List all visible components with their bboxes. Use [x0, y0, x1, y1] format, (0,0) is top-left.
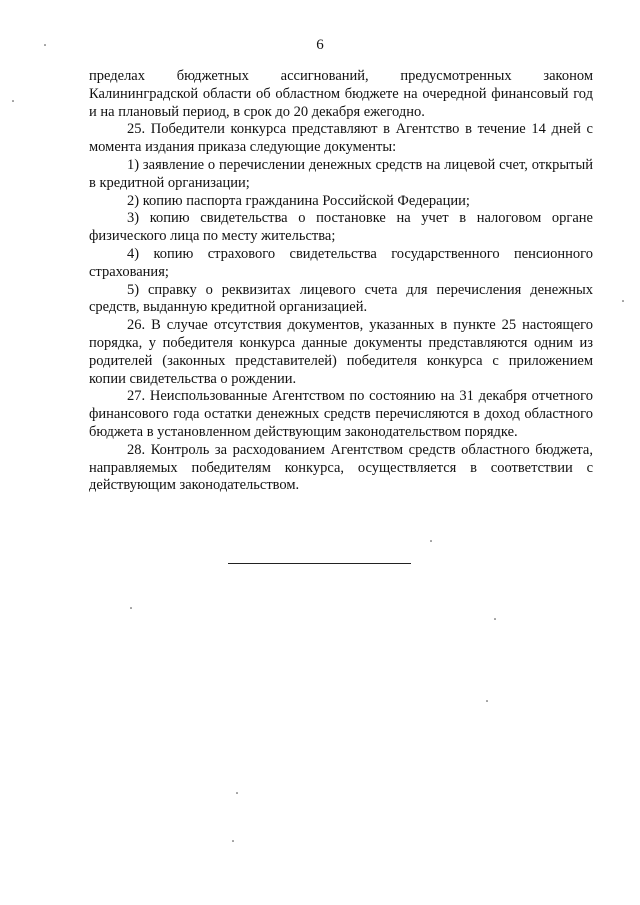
page-number: 6 — [316, 37, 324, 53]
list-item-5: 5) справку о реквизитах лицевого счета для перечисления денежных средств, выданную кредитной организацией. — [89, 281, 593, 316]
paragraph-25: 25. Победители конкурса представляют в Агентство в течение 14 дней с момента издания приказа следующие документы: — [89, 121, 593, 156]
scan-speck — [130, 607, 132, 609]
paragraph-28: 28. Контроль за расходованием Агентством средств областного бюджета, направляемых победителям конкурса, осуществляется в соответствии с действующим законодательством. — [89, 441, 593, 494]
scan-speck — [232, 840, 234, 842]
paragraph-continuation: пределах бюджетных ассигнований, предусмотренных законом Калининградской области об областном бюджете на очередной финансовый год и на плановый период, в срок до 20 декабря ежегодно. — [89, 68, 593, 120]
list-item-4: 4) копию страхового свидетельства государственного пенсионного страхования; — [89, 245, 593, 280]
list-item-1: 1) заявление о перечислении денежных средств на лицевой счет, открытый в кредитной организации; — [89, 156, 593, 191]
paragraph-26: 26. В случае отсутствия документов, указанных в пункте 25 настоящего порядка, у победителя конкурса данные документы представляются одним из родителей (законных представителей) победителя конкурса с приложением копии свидетельства о рождении. — [89, 317, 593, 387]
scan-speck — [12, 100, 14, 102]
paragraph-27: 27. Неиспользованные Агентством по состоянию на 31 декабря отчетного финансового года остатки денежных средств перечисляются в доход областного бюджета в установленном действующим законодательством порядке. — [89, 388, 593, 440]
scan-speck — [44, 44, 46, 46]
closing-separator-line — [228, 563, 411, 564]
scan-speck — [486, 700, 488, 702]
scan-speck — [430, 540, 432, 542]
scan-speck — [494, 618, 496, 620]
scan-speck — [622, 300, 624, 302]
list-item-3: 3) копию свидетельства о постановке на учет в налоговом органе физического лица по месту жительства; — [89, 210, 593, 245]
list-item-2: 2) копию паспорта гражданина Российской Федерации; — [127, 192, 470, 209]
scan-speck — [236, 792, 238, 794]
document-body — [89, 68, 593, 495]
